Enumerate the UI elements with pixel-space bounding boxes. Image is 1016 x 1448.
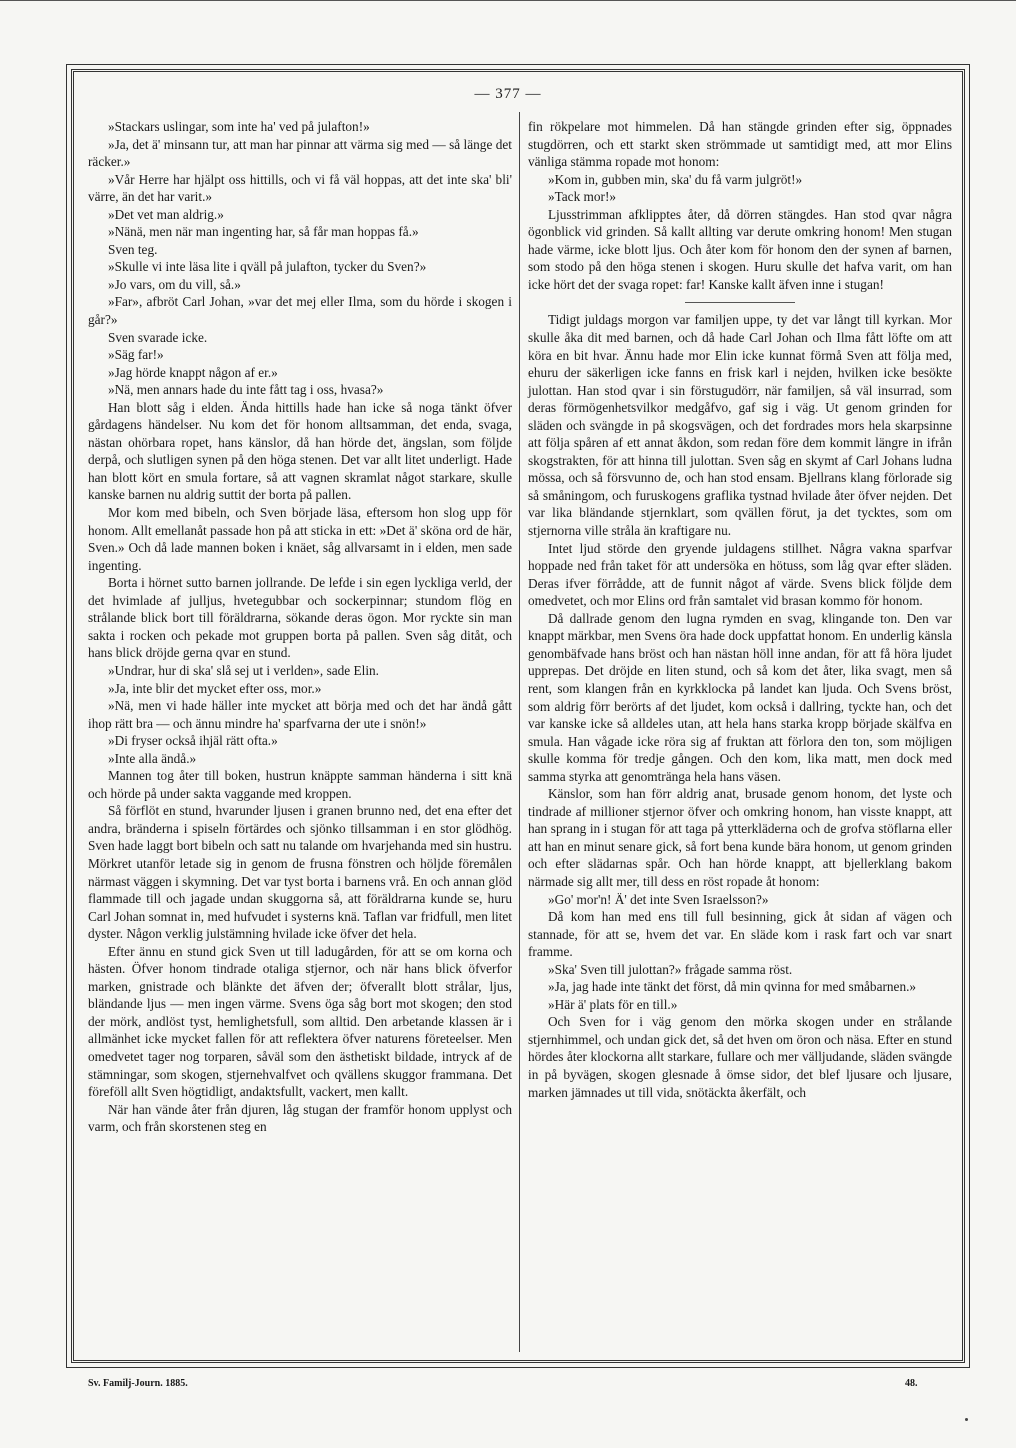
section-break-rule: [685, 302, 795, 303]
paragraph: Då kom han med ens till full besinning, gick åt sidan af vägen och stannade, för att se, hvem det var. En släde kom i rask fart och var snart framme.: [528, 909, 952, 960]
footer-journal: Sv. Familj-Journ. 1885.: [88, 1378, 188, 1389]
scan-top-edge: [0, 0, 1016, 1]
paragraph: »Ska' Sven till julottan?» frågade samma röst.: [547, 961, 793, 977]
paragraph: »Ja, jag hade inte tänkt det först, då min qvinna for med småbarnen.»: [547, 979, 917, 995]
paragraph: »Far», afbröt Carl Johan, »var det mej eller Ilma, som du hörde i skogen i går?»: [88, 294, 512, 328]
paragraph: »Di fryser också ihjäl rätt ofta.»: [107, 733, 278, 749]
paragraph: »Ja, det ä' minsann tur, att man har pinnar att värma sig med — så länge det räcker.»: [88, 136, 512, 170]
page-number: — 377 —: [474, 86, 542, 102]
right-column: [528, 118, 952, 1101]
paragraph: »Nänä, men när man ingenting har, så får man hoppas få.»: [107, 224, 419, 240]
paragraph: »Här ä' plats för en till.»: [547, 996, 678, 1012]
paragraph: »Nä, men vi hade häller inte mycket att börja med och det har ändå gått ihop rätt bra — och ännu mindre ha' sparfvarna der ute i snön!»: [88, 698, 512, 731]
paragraph: Tidigt juldags morgon var familjen uppe, ty det var långt till kyrkan. Mor skulle åka dit med barnen, och då hade Carl Johan och Ilma fått löfte om att köra en bit hvar. Ännu hade mor Elin icke kunnat förmå Sven att följa med, ehuru der säkerligen icke fanns en frisk karl i nejden, hvilken icke besökte julottan. Han stod qvar i sin förstugudörr, när familjen, så väl insurrad, som deras förmögenhetsvilkor medgåfvo, gaf sig i väg. Ut genom grinden for släden och svängde in på skogsvägen, och det fordrades mors hela skarpsinne att följa spåren af ett annat åkdon, som redan före dem kommit längre in ifrån skogstrakten, för att hinna till julottan. Sven såg en skymt af Carl Johans ludna mössa, och så försvunno de, och han stod ensam. Bjellrans klang förlorade sig så småningom, och furuskogens graflika tystnad hvilade åter öfver nejden. Det var lika bländande stjernklart, som qvällen förut, ja det tycktes, som om stjernorna ville stråla än kraftigare nu.: [528, 312, 952, 539]
paragraph: Mor kom med bibeln, och Sven började läsa, eftersom hon slog upp för honom. Allt emellanåt passade hon på att sticka in ett: »Det ä' sköna ord de här, Sven.» Och då lade mannen boken i knäet, såg allvarsamt in i elden, men sade ingenting.: [88, 505, 512, 573]
footer-sheet-number: 48.: [905, 1378, 918, 1389]
paragraph: När han vände åter från djuren, låg stugan der framför honom upplyst och varm, och från skorstenen steg en: [88, 1101, 512, 1135]
left-column: [88, 118, 512, 1136]
paragraph: »Nä, men annars hade du inte fått tag i oss, hvasa?»: [107, 382, 384, 398]
paragraph: Och Sven for i väg genom den mörka skogen under en strålande stjernhimmel, och undan gick det, så det hven om öron och näsa. Efter en stund hördes åter klockorna allt starkare, fullare och mer välljudande, släden svängde in på byvägen, skogen glesnade å ömse sidor, det blef ljusare och ljusare, marken jämnades ut till vida, snötäckta åkerfält, och: [528, 1014, 952, 1100]
paragraph: »Vår Herre har hjälpt oss hittills, och vi få väl hoppas, att det inte ska' bli' värre, än det har varit.»: [88, 171, 512, 205]
scan-speck: [965, 1418, 968, 1421]
paragraph: Intet ljud störde den gryende juldagens stillhet. Några vakna sparfvar hoppade ned från taket för att undersöka en hötuss, som låg qvar efter släden. Deras ifver förrådde, att de funnit något af värde. Svens blick följde dem omedvetet, och mor Elins ord från samtalet vid brasan kommo för honom.: [528, 540, 952, 609]
paragraph: »Go' mor'n! Ä' det inte Sven Israelsson?»: [547, 891, 769, 907]
paragraph: »Det vet man aldrig.»: [107, 206, 224, 222]
paragraph: Borta i hörnet sutto barnen jollrande. De lefde i sin egen lyckliga verld, der det hvimlade af julljus, hvetegubbar och sockerpinnar; stundom flög en strålande blick bort till föräldrarna, sökande deras ögon. Mor ryckte sin man sakta i rocken och pekade mot gruppen borta på pallen. Sven såg ditåt, och hans blick dröjde gerna qvar en stund.: [88, 575, 512, 661]
paragraph: »Ja, inte blir det mycket efter oss, mor.»: [107, 680, 322, 696]
paragraph: Sven svarade icke.: [107, 329, 208, 345]
paragraph: fin rökpelare mot himmelen. Då han stängde grinden efter sig, öppnades stugdörren, och ett starkt sken strömmade ut samtidigt med, att mor Elins vänliga stämma ropade mot honom:: [528, 119, 952, 170]
paragraph: Mannen tog åter till boken, hustrun knäppte samman händerna i sitt knä och hörde på under sakta vaggande med kroppen.: [88, 768, 512, 801]
paragraph: Känslor, som han förr aldrig anat, brusade genom honom, det lyste och tindrade af millioner stjernor öfver och omkring honom, han visste knappt, att han sprang in i stugan för att taga på ytterkläderna och de grofva stöflarna eller att han en minut senare gick, så fort bena kunde bära honom, ut genom grinden och efter slädarnas spår. Och han hörde knappt, att bjellerklang bakom närmade sig allt mer, till dess en röst ropade åt honom:: [528, 786, 952, 889]
paragraph: Ljusstrimman afklipptes åter, då dörren stängdes. Han stod qvar några ögonblick vid grinden. Så kallt allting var derute omkring honom! Men stugan hade värme, icke blott ljus. Och åter kom för honom den der synen af barnen, som stodo på den höga stenen i skogen. Huru skulle det hafva varit, om han icke hört det der svaga ropet: far! Kanske kallt äfven inne i stugan!: [528, 206, 952, 292]
paragraph: Han blott såg i elden. Ända hittills hade han icke så noga tänkt öfver gårdagens händelser. Nu kom det för honom alltsamman, det enda, svaga, nästan ohörbara ropet, hans känslor, då han hörde det, ängslan, som följde derpå, och slutligen synen på den höga stenen. Det var allt litet underligt. Hade han blott kört en smula fortare, så att vagnen skramlat något starkare, skulle kanske barnen nu aldrig suttit der borta på pallen.: [88, 399, 512, 503]
paragraph: »Inte alla ändå.»: [107, 750, 197, 766]
paragraph: Sven teg.: [107, 241, 158, 257]
paragraph: Då dallrade genom den lugna rymden en svag, klingande ton. Den var knappt märkbar, men Svens öra hade dock uppfattat honom. En underlig känsla genombäfvade hans bröst och han nästan höll inne andan, för att få höra ljudet upprepas. Det dröjde en liten stund, och så kom det åter, lika svagt, men så rent, som klangen från en kyrkklocka på landet kan ljuda. Och Svens bröst, som aldrig förr berörts af det ljudet, kom också i dallring, tyckte han, och det var kanske icke så alldeles utan, att hela hans starka kropp började skälfva en smula. Han vågade icke röra sig af fruktan att förlora den ton, som möjligen skulle komma för tredje gången. Och den kom, lika matt, men dock med samma styrka att genomtränga hela hans väsen.: [528, 610, 952, 784]
paragraph: »Stackars uslingar, som inte ha' ved på julafton!»: [107, 119, 370, 134]
column-divider: [519, 112, 520, 1352]
paragraph: Så förflöt en stund, hvarunder ljusen i granen brunno ned, det ena efter det andra, bränderna i spiseln förtärdes och sjönko tillsamman i en stor glödhög. Sven hade laggt bort bibeln och satt nu talande om hvarjehanda med sin hustru. Mörkret utanför letade sig in genom de frusna fönstren och höljde föremålen närmast väggen i skymning. Det var tyst borta i barnens vrå. En och annan glöd flammade till och jagade undan skuggorna så, att föräldrarna kunde se, huru Carl Johan somnat in, med hufvudet i systerns knä. Taflan var fridfull, men litet dyster. Någon verklig julstämning hvilade icke öfver det hela.: [88, 803, 512, 942]
paragraph: »Säg far!»: [107, 347, 164, 363]
paragraph: »Jag hörde knappt någon af er.»: [107, 364, 278, 380]
paragraph: Efter ännu en stund gick Sven ut till ladugården, för att se om korna och hästen. Öfver honom tindrade otaliga stjernor, och när hans blick öfverfor marken, gnistrade och blänkte det äfven der; öfverallt blott strålar, ljus, bländande ljus — men ingen värme. Svens öga såg bort mot skogen; den stod der mörk, andlöst tyst, hemlighetsfull, som alltid. Den arbetande klassen är i allmänhet icke mycket fallen för att reflektera öfver naturens företeelser. Men omedvetet tager nog torparen, såväl som den ästhetiskt bildade, intryck af de stämningar, som skogen, stjernehvalfvet och qvällens skuggor frammana. Det föreföll allt Sven högtidligt, andaktsfullt, vackert, men kallt.: [88, 943, 512, 1100]
paragraph: »Jo vars, om du vill, så.»: [107, 276, 241, 292]
paragraph: »Skulle vi inte läsa lite i qväll på julafton, tycker du Sven?»: [107, 259, 427, 275]
paragraph: »Tack mor!»: [547, 189, 617, 205]
paragraph: »Undrar, hur di ska' slå sej ut i verlden», sade Elin.: [107, 662, 379, 678]
paragraph: »Kom in, gubben min, ska' du få varm julgröt!»: [547, 171, 803, 187]
